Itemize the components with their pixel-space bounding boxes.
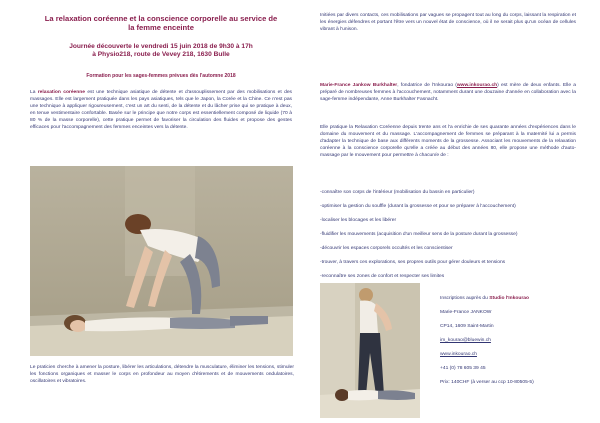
- list-item: -reconnaître ses zones de confort et respecter ses limites: [320, 274, 445, 279]
- event-info: [30, 43, 292, 60]
- intro-paragraph: [30, 89, 292, 131]
- stretch-photo: [320, 283, 420, 418]
- right-column: [320, 12, 576, 279]
- title-line-1: La relaxation coréenne et la conscience corporelle au service de: [44, 14, 278, 23]
- list-item: -optimiser la gestion du souffle (durant la grossesse et pour se préparer à l'accouchement): [320, 204, 516, 209]
- founder-name: Marie-France Jankow Burkhalter: [320, 83, 398, 88]
- founder-paragraph: [320, 82, 576, 103]
- intro-text: est une technique asiatique de détente et d'assouplissement par des mobilisations et des massages. Elle est largement pratiquée dans les pays asiatiques, tels que le Japon, la Corée et la Chine. Ce n'est pas une technique à appliquer rigoureusement, c'est un art du senti, de la détente et du lâcher prise qui se pratique à deux, en tenue vestimentaire confortable. Basée sur le principe que notre corps est essentiellement composé de liquide (70 à 80 % de la masse corporelle), cette pratique permet de favoriser la circulation des fluides et propose des gestes efficaces pour l'accompagnement des femmes enceintes vers la détente.: [30, 89, 292, 130]
- formation-note: Formation pour les sages-femmes prévues dès l'automne 2018: [86, 72, 236, 79]
- list-item: -localiser les blocages et les libérer: [320, 218, 397, 223]
- contact-address: CP14, 1609 Saint-Martin: [440, 324, 494, 329]
- contact-phone: +41 (0) 78 605 39 45: [440, 366, 486, 371]
- practice-paragraph: Elle pratique la Relaxation Coréenne depuis trente ans et l'a enrichie de ses quarante années d'expériences dans le domaine du mouvement et du massage. L'accompagnement de femmes se préparant à la maternité lui a permis d'adapter la technique de base aux différents moments de la grossesse. Associant les mouvements de la relaxation coréenne à la conscience corporelle qu'elle a créée au début des années 80, elle propose une méthode d'auto-massage par le mouvement pour permettre à chacun/e de :: [320, 125, 576, 158]
- list-item: -trouver, à travers ces explorations, ses propres outils pour gérer douleurs et tensions: [320, 260, 506, 265]
- studio-name: Studio l'Inkourao: [489, 296, 529, 301]
- relaxation-photo-illustration: [30, 166, 293, 356]
- list-item: -découvrir les espaces corporels occultés et les conscientiser: [320, 246, 453, 251]
- contact-website-link[interactable]: www.inkourao.ch: [440, 352, 477, 357]
- inscription-prefix: Inscriptions auprès du: [440, 296, 490, 301]
- list-item: -connaître son corps de l'intérieur (mobilisation du bassin en particulier): [320, 190, 475, 195]
- founder-mid: , fondatrice de l'Inkourao (: [397, 83, 457, 88]
- relaxation-photo: [30, 166, 293, 356]
- contact-block: [440, 296, 590, 394]
- event-line-2: à Physio218, route de Vevey 218, 1630 Bulle: [92, 51, 230, 59]
- document-title: [30, 14, 292, 33]
- waves-paragraph: Initiées par divers contacts, ces mobilisations par vagues se propagent tout au long du corps, laissant la respiration et les énergies défendres et portant l'être vers un nouvel état de conscience, où il ne serait plus qu'un océan de cellules vibrant à l'unison.: [320, 13, 576, 32]
- founder-text: ) est mère de deux enfants. Elle a préparé de nombreuses femmes à l'accouchement, notamment durant une douzaine d'année en collaboration avec la sage-femme indépendante, Anne Burkhalter Fasnacht.: [320, 83, 576, 102]
- list-item: -fluidifier les mouvements (acquisition d'un meilleur sens de la posture durant la grossesse): [320, 232, 518, 237]
- photo-caption: Le praticien cherche à amener la posture, libérer les articulations, détendre la musculature, éliminer les tensions, stimuler les fonctions organiques et masser le corps en profondeur au moyen d'étirements et de mouvements ondulatoires, oscillatoires et vibratoires.: [30, 365, 294, 384]
- event-line-1: Journée découverte le vendredi 15 juin 2018 de 9h30 à 17h: [69, 42, 253, 50]
- founder-website-link[interactable]: www.inkourao.ch: [456, 83, 498, 88]
- inscription-line: [440, 296, 590, 302]
- intro-term: relaxation coréenne: [37, 89, 85, 95]
- price-info: Prix: 140CHF (à verser au ccp 10-80505-5): [440, 380, 534, 385]
- contact-email-link[interactable]: im_kourao@bluewin.ch: [440, 338, 491, 343]
- contact-name: Marie-France JANKOW: [440, 310, 492, 315]
- left-column: [30, 14, 292, 131]
- stretch-photo-illustration: [320, 283, 420, 418]
- benefits-list: [320, 190, 576, 288]
- intro-lead: La: [30, 89, 38, 95]
- title-line-2: la femme enceinte: [128, 23, 194, 33]
